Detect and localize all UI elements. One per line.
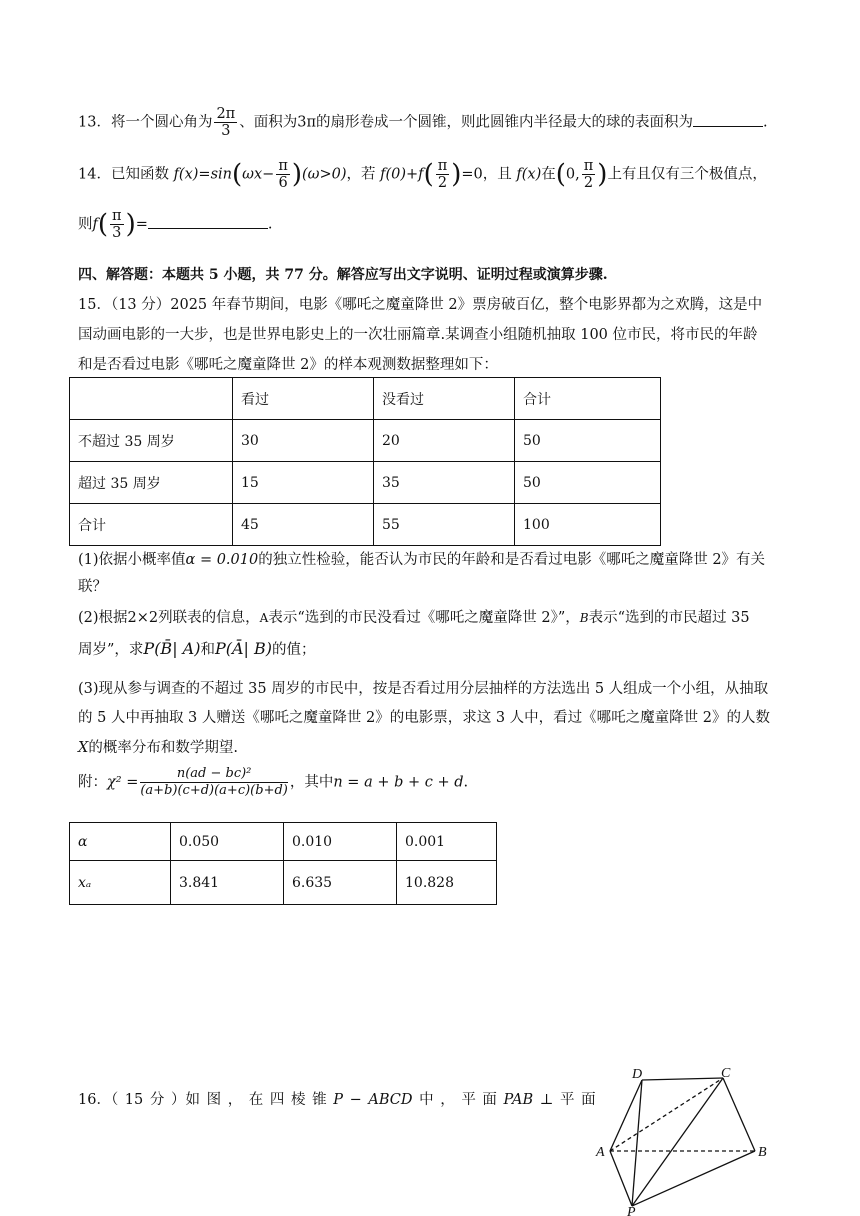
edge-bp [632, 1151, 755, 1206]
n-definition: n = a + b + c + d [333, 774, 464, 791]
table-cell: 15 [233, 462, 374, 504]
chi-square-formula [78, 766, 468, 799]
paren-close: ) [125, 209, 136, 240]
table-cell: 45 [233, 504, 374, 546]
period: . [267, 216, 273, 233]
table-cell: 20 [374, 420, 515, 462]
table-cell: xₐ [70, 861, 171, 905]
sub1-text-a: (1)依据小概率值 [78, 552, 186, 568]
alpha-value: α = 0.010 [185, 552, 259, 568]
sub1-text-b: 的独立性检验，能否认为市民的年龄和是否看过电影《哪吒之魔童降世 2》有关 [258, 552, 766, 568]
table-cell: 合计 [70, 504, 233, 546]
table-cell: 不超过 35 周岁 [70, 420, 233, 462]
chi-fraction [140, 766, 288, 799]
chi-square: χ² = [107, 774, 139, 791]
section-heading: 四、解答题：本题共 5 小题，共 77 分。解答应写出文字说明、证明过程或演算步骤. [78, 267, 608, 283]
question-number: 13． [78, 114, 111, 131]
sub2-text-h: 的值； [272, 642, 316, 658]
q14-line2-a: 则 [78, 216, 93, 233]
f-symbol: f [92, 216, 98, 233]
table-row [70, 378, 661, 420]
omega-expr: ωx− [242, 166, 275, 183]
label-p: P [627, 1205, 636, 1216]
table-cell: α [70, 823, 171, 861]
table-cell: 3.841 [171, 861, 284, 905]
table-row [70, 823, 497, 861]
q16-text2: 中 ， 平 面 [419, 1092, 497, 1108]
appendix-label: 附： [78, 774, 107, 791]
q14-text-c: ，且 [482, 166, 512, 183]
q15-sub2-cont [78, 638, 316, 659]
equals: = [135, 216, 148, 233]
sub3-text-c: 的概率分布和数学期望. [88, 740, 238, 756]
q14-text-a: 已知函数 [110, 166, 169, 183]
label-b: B [758, 1145, 767, 1160]
two-by-two: 2×2 [127, 610, 159, 626]
frac-num: 2π [216, 106, 236, 122]
frac-num: π [437, 158, 448, 174]
paren-open: ( [423, 159, 434, 190]
function-expr: f(x)=sin [173, 166, 232, 183]
table-cell: 35 [374, 462, 515, 504]
q15-sub3: (3)现从参与调查的不超过 35 周岁的市民中，按是否看过用分层抽样的方法选出 5 人组成一个小组，从抽取 [78, 681, 769, 697]
sub2-text-f: 周岁”，求 [78, 642, 144, 658]
table-cell: 0.001 [397, 823, 497, 861]
sub2-text-e: 表示“选到的市民超过 35 [588, 610, 750, 626]
frac-den: 6 [278, 175, 288, 191]
period: . [762, 114, 768, 131]
q13-text-a: 将一个圆心角为 [110, 114, 213, 131]
table-row [70, 420, 661, 462]
fraction-pi-3 [110, 208, 124, 241]
frac-den: 2 [583, 175, 594, 191]
table-cell: 没看过 [374, 378, 515, 420]
q15-sub1 [78, 548, 765, 569]
random-variable-x: X [78, 740, 89, 756]
question-14-line-2 [78, 208, 272, 241]
sub2-text-a: (2)根据 [78, 610, 128, 626]
question-13 [78, 106, 768, 139]
contingency-table [69, 377, 661, 546]
critical-value-table [69, 822, 497, 905]
fraction-2pi-3 [214, 106, 237, 139]
table-cell: 100 [515, 504, 661, 546]
q15-sub3-cont: 的 5 人中再抽取 3 人赠送《哪吒之魔童降世 2》的电影票，求这 3 人中，看过《哪吒之魔童降世 2》的人数 [78, 710, 770, 726]
q15-sub1-cont: 联？ [78, 579, 107, 595]
table-cell: 55 [374, 504, 515, 546]
edge-cb [723, 1078, 755, 1151]
frac-den: (a+b)(c+d)(a+c)(b+d) [140, 783, 288, 798]
label-a: A [596, 1145, 605, 1160]
question-number: 14． [78, 166, 111, 183]
frac-num: n(ad − bc)² [140, 766, 288, 783]
frac-den: 2 [437, 175, 448, 191]
prob-expr-2: P(Ā| B) [214, 639, 273, 658]
q14-text-e: 上有且仅有三个极值点， [607, 166, 767, 183]
q14-text-d: 在 [541, 166, 556, 183]
edge-dc [642, 1078, 723, 1080]
paren-open: ( [555, 159, 566, 190]
paren-close: ) [597, 159, 608, 190]
event-a: A [259, 611, 269, 625]
table-cell: 10.828 [397, 861, 497, 905]
table-cell: 50 [515, 420, 661, 462]
q15-sub2 [78, 606, 750, 627]
label-c: C [721, 1068, 731, 1081]
table-row [70, 462, 661, 504]
paren-close: ) [291, 159, 302, 190]
frac-num: π [278, 158, 288, 174]
q16-text: 16．（ 15 分 ）如 图 ， 在 四 棱 锥 [78, 1092, 327, 1108]
period: . [463, 774, 469, 791]
q15-para-1: 15．（13 分）2025 年春节期间，电影《哪吒之魔童降世 2》票房破百亿，整个电影界都为之欢腾，这是中 [78, 297, 763, 313]
edge-cp [632, 1078, 723, 1206]
q15-para-3: 和是否看过电影《哪吒之魔童降世 2》的样本观测数据整理如下： [78, 357, 498, 373]
prob-expr-1: P(B̄| A) [143, 639, 201, 658]
table-cell [70, 378, 233, 420]
table-cell: 0.010 [284, 823, 397, 861]
sub2-text-g: 和 [200, 642, 215, 658]
equation: f(0)+f [380, 166, 424, 183]
frac-num: π [583, 158, 594, 174]
table-cell: 50 [515, 462, 661, 504]
paren-close: ) [451, 159, 462, 190]
sub2-text-d: 表示“选到的市民没看过《哪吒之魔童降世 2》”， [268, 610, 580, 626]
edge-ap [610, 1151, 632, 1206]
label-d: D [632, 1068, 643, 1082]
sub2-text-c: 列联表的信息， [158, 610, 260, 626]
plane-pab: PAB ⊥ [503, 1092, 554, 1108]
table-cell: 0.050 [171, 823, 284, 861]
paren-open: ( [232, 159, 243, 190]
fx: f(x) [516, 166, 542, 183]
table-row [70, 861, 497, 905]
where-text: ，其中 [289, 774, 334, 791]
equation-end: =0 [461, 166, 483, 183]
table-cell: 30 [233, 420, 374, 462]
question-14 [78, 158, 767, 191]
table-cell: 合计 [515, 378, 661, 420]
table-cell: 看过 [233, 378, 374, 420]
q15-sub3-cont2 [78, 736, 238, 757]
event-b: B [579, 611, 589, 625]
q13-text-b: 、面积为3π的扇形卷成一个圆锥，则此圆锥内半径最大的球的表面积为 [239, 114, 693, 131]
frac-den: 3 [112, 225, 122, 241]
table-row [70, 504, 661, 546]
q14-text-b: ，若 [346, 166, 376, 183]
question-16 [78, 1088, 596, 1109]
table-cell: 6.635 [284, 861, 397, 905]
pyramid-figure [590, 1068, 780, 1216]
fraction-pi-2 [436, 158, 450, 191]
frac-den: 3 [221, 123, 231, 139]
answer-blank[interactable] [148, 214, 268, 229]
interval-start: 0, [565, 166, 580, 183]
fraction-pi-2 [582, 158, 596, 191]
q15-para-2: 国动画电影的一大步，也是世界电影史上的一次壮丽篇章.某调查小组随机抽取 100 位市民，将市民的年龄 [78, 327, 758, 343]
condition: (ω>0) [302, 166, 347, 183]
q16-text3: 平 面 [559, 1092, 596, 1108]
answer-blank[interactable] [693, 112, 763, 127]
pyramid-name: P − ABCD [333, 1092, 413, 1108]
paren-open: ( [97, 209, 109, 240]
table-cell: 超过 35 周岁 [70, 462, 233, 504]
fraction-pi-6 [276, 158, 290, 191]
frac-num: π [112, 208, 122, 224]
